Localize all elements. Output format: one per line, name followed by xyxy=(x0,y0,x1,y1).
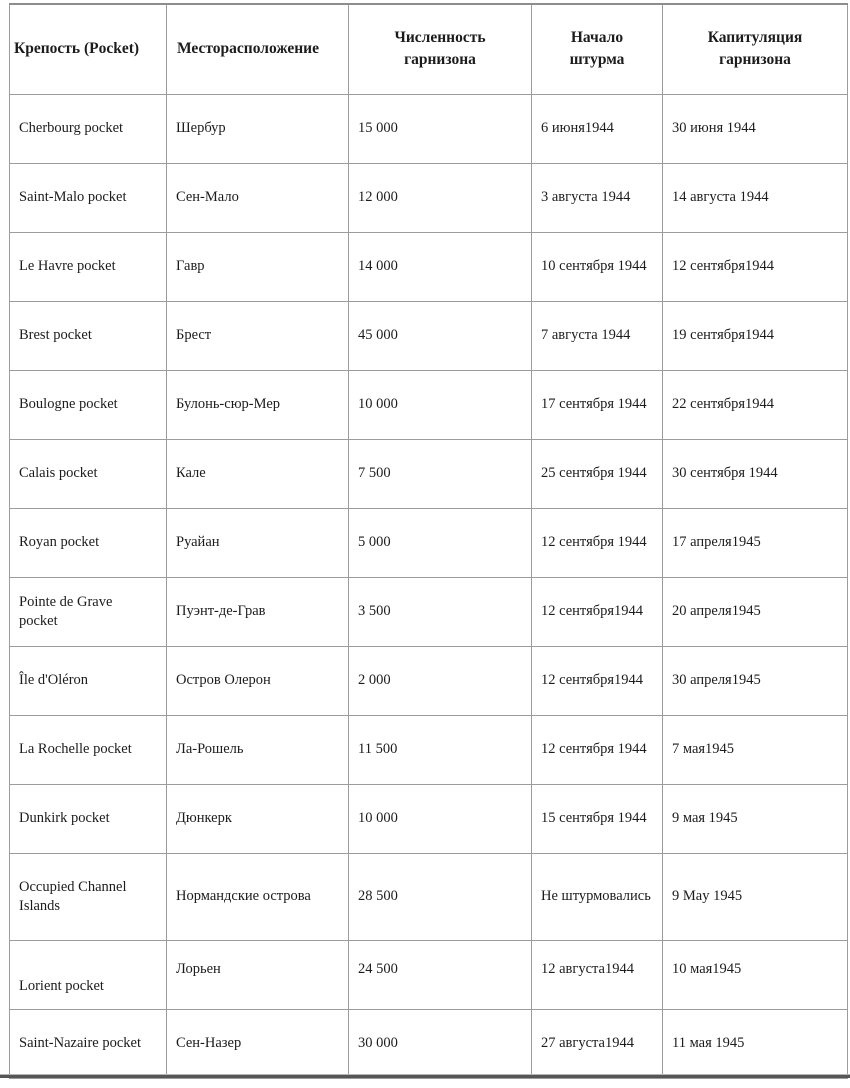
cell-location xyxy=(167,232,349,301)
table-row xyxy=(10,94,848,163)
cell-capitulation-text: 19 сентября1944 xyxy=(672,327,775,343)
cell-assault-text: 7 августа 1944 xyxy=(541,327,631,343)
cell-garrison-size xyxy=(349,163,532,232)
cell-location xyxy=(167,163,349,232)
cell-garrison-size xyxy=(349,232,532,301)
table-row xyxy=(10,370,848,439)
cell-capitulation-text: 20 апреля1945 xyxy=(672,603,761,619)
cell-location-text: Остров Олерон xyxy=(176,672,271,688)
cell-garrison-text: 10 000 xyxy=(358,396,398,412)
table-row xyxy=(10,646,848,715)
cell-garrison-size xyxy=(349,784,532,853)
pocket-fortresses-table xyxy=(9,3,848,1079)
cell-fortress-text: Pointe de Grave pocket xyxy=(19,593,113,629)
cell-capitulation xyxy=(663,301,848,370)
cell-fortress-text: Le Havre pocket xyxy=(19,258,116,274)
cell-garrison-text: 28 500 xyxy=(358,888,398,904)
cell-garrison-size xyxy=(349,853,532,940)
cell-capitulation xyxy=(663,163,848,232)
table-row xyxy=(10,784,848,853)
header-assault-line2: штурма xyxy=(569,51,625,69)
header-location xyxy=(167,4,349,94)
cell-assault-start xyxy=(532,940,663,1009)
cell-garrison-size xyxy=(349,1009,532,1078)
cell-assault-start xyxy=(532,1009,663,1078)
header-capitulation-line1: Капитуляция xyxy=(707,29,803,47)
cell-garrison-size xyxy=(349,508,532,577)
cell-fortress xyxy=(10,94,167,163)
cell-capitulation xyxy=(663,853,848,940)
cell-location-text: Кале xyxy=(176,465,206,481)
table-row xyxy=(10,1009,848,1078)
cell-capitulation xyxy=(663,1009,848,1078)
cell-garrison-text: 11 500 xyxy=(358,741,398,757)
cell-location xyxy=(167,715,349,784)
cell-fortress-text: Boulogne pocket xyxy=(19,396,118,412)
cell-location xyxy=(167,646,349,715)
cell-assault-text: Не штурмовались xyxy=(541,888,651,904)
cell-fortress-text: La Rochelle pocket xyxy=(19,741,132,757)
cell-location xyxy=(167,508,349,577)
cell-assault-text: 12 сентября 1944 xyxy=(541,741,647,757)
cell-assault-start xyxy=(532,439,663,508)
cell-fortress xyxy=(10,577,167,646)
cell-assault-text: 15 сентября 1944 xyxy=(541,810,647,826)
header-assault-start xyxy=(532,4,663,94)
cell-garrison-text: 10 000 xyxy=(358,810,398,826)
cell-location xyxy=(167,301,349,370)
cell-assault-start xyxy=(532,577,663,646)
cell-assault-text: 12 августа1944 xyxy=(541,961,634,977)
cell-garrison-size xyxy=(349,439,532,508)
header-garrison-line1: Численность xyxy=(394,29,486,47)
cell-location xyxy=(167,1009,349,1078)
cell-fortress-text: Île d'Oléron xyxy=(19,672,89,688)
cell-location-text: Пуэнт-де-Грав xyxy=(176,603,266,619)
cell-assault-start xyxy=(532,370,663,439)
cell-garrison-text: 14 000 xyxy=(358,258,398,274)
cell-fortress xyxy=(10,715,167,784)
cell-assault-text: 6 июня1944 xyxy=(541,120,614,136)
cell-fortress xyxy=(10,853,167,940)
cell-location-text: Брест xyxy=(176,327,212,343)
cell-garrison-size xyxy=(349,715,532,784)
cell-assault-start xyxy=(532,163,663,232)
cell-assault-text: 25 сентября 1944 xyxy=(541,465,647,481)
cell-capitulation-text: 9 мая 1945 xyxy=(672,810,738,826)
cell-location-text: Гавр xyxy=(176,258,205,274)
cell-capitulation xyxy=(663,784,848,853)
cell-capitulation xyxy=(663,508,848,577)
cell-fortress-text: Royan pocket xyxy=(19,534,100,550)
cell-assault-text: 12 сентября 1944 xyxy=(541,534,647,550)
cell-garrison-size xyxy=(349,940,532,1009)
table-row xyxy=(10,940,848,1009)
cell-assault-start xyxy=(532,301,663,370)
page-bottom-rule xyxy=(0,1074,850,1078)
cell-garrison-text: 2 000 xyxy=(358,672,391,688)
cell-location xyxy=(167,94,349,163)
cell-garrison-text: 45 000 xyxy=(358,327,398,343)
cell-capitulation xyxy=(663,439,848,508)
cell-assault-start xyxy=(532,94,663,163)
header-assault-line1: Начало xyxy=(570,29,624,47)
cell-fortress-text: Saint-Malo pocket xyxy=(19,189,127,205)
cell-capitulation-text: 30 июня 1944 xyxy=(672,120,756,136)
cell-assault-text: 12 сентября1944 xyxy=(541,603,644,619)
table-row xyxy=(10,508,848,577)
cell-fortress-text: Occupied Channel Islands xyxy=(19,878,127,914)
cell-garrison-text: 15 000 xyxy=(358,120,398,136)
header-fortress-line1: Крепость (Pocket) xyxy=(14,40,140,58)
cell-location xyxy=(167,577,349,646)
cell-garrison-text: 12 000 xyxy=(358,189,398,205)
cell-location xyxy=(167,940,349,1009)
cell-assault-text: 3 августа 1944 xyxy=(541,189,631,205)
cell-garrison-size xyxy=(349,577,532,646)
cell-fortress-text: Saint-Nazaire pocket xyxy=(19,1035,141,1051)
header-capitulation-line2: гарнизона xyxy=(719,51,791,69)
table-row xyxy=(10,577,848,646)
cell-location-text: Ла-Рошель xyxy=(176,741,244,757)
cell-fortress xyxy=(10,784,167,853)
cell-capitulation-text: 12 сентября1944 xyxy=(672,258,775,274)
cell-garrison-size xyxy=(349,646,532,715)
cell-assault-start xyxy=(532,715,663,784)
table-row xyxy=(10,301,848,370)
header-location-line1: Месторасположение xyxy=(177,40,319,58)
cell-capitulation-text: 11 мая 1945 xyxy=(672,1035,745,1051)
cell-capitulation-text: 9 May 1945 xyxy=(672,888,743,904)
cell-fortress-text: Brest pocket xyxy=(19,327,92,343)
cell-assault-text: 10 сентября 1944 xyxy=(541,258,647,274)
cell-assault-start xyxy=(532,853,663,940)
cell-fortress xyxy=(10,163,167,232)
cell-capitulation-text: 30 сентября 1944 xyxy=(672,465,778,481)
cell-assault-text: 27 августа1944 xyxy=(541,1035,634,1051)
cell-capitulation xyxy=(663,715,848,784)
cell-location-text: Лорьен xyxy=(176,961,221,977)
cell-garrison-text: 30 000 xyxy=(358,1035,398,1051)
cell-capitulation xyxy=(663,94,848,163)
cell-garrison-size xyxy=(349,94,532,163)
cell-capitulation xyxy=(663,577,848,646)
cell-assault-start xyxy=(532,646,663,715)
cell-fortress-text: Lorient pocket xyxy=(19,978,104,994)
cell-garrison-text: 7 500 xyxy=(358,465,391,481)
cell-location-text: Сен-Мало xyxy=(176,189,239,205)
cell-garrison-text: 3 500 xyxy=(358,603,391,619)
table-row xyxy=(10,439,848,508)
header-garrison-size xyxy=(349,4,532,94)
cell-location-text: Булонь-сюр-Мер xyxy=(176,396,280,412)
cell-location-text: Сен-Назер xyxy=(176,1035,242,1051)
cell-location-text: Шербур xyxy=(176,120,226,136)
cell-capitulation-text: 14 августа 1944 xyxy=(672,189,769,205)
table-row xyxy=(10,715,848,784)
cell-fortress xyxy=(10,439,167,508)
cell-fortress xyxy=(10,370,167,439)
cell-assault-start xyxy=(532,508,663,577)
cell-fortress-text: Calais pocket xyxy=(19,465,98,481)
table-header xyxy=(10,4,848,94)
header-row xyxy=(10,4,848,94)
header-garrison-line2: гарнизона xyxy=(404,51,476,69)
cell-assault-start xyxy=(532,784,663,853)
cell-fortress xyxy=(10,301,167,370)
header-capitulation xyxy=(663,4,848,94)
cell-assault-text: 17 сентября 1944 xyxy=(541,396,647,412)
cell-garrison-size xyxy=(349,370,532,439)
cell-capitulation-text: 17 апреля1945 xyxy=(672,534,761,550)
cell-fortress xyxy=(10,508,167,577)
cell-capitulation xyxy=(663,232,848,301)
header-fortress xyxy=(10,4,167,94)
cell-capitulation-text: 7 мая1945 xyxy=(672,741,735,757)
cell-garrison-text: 24 500 xyxy=(358,961,398,977)
cell-fortress-text: Dunkirk pocket xyxy=(19,810,110,826)
cell-capitulation-text: 10 мая1945 xyxy=(672,961,742,977)
cell-location xyxy=(167,784,349,853)
cell-assault-start xyxy=(532,232,663,301)
cell-garrison-size xyxy=(349,301,532,370)
cell-location xyxy=(167,439,349,508)
table-row xyxy=(10,163,848,232)
cell-location xyxy=(167,370,349,439)
cell-assault-text: 12 сентября1944 xyxy=(541,672,644,688)
cell-location-text: Нормандские острова xyxy=(176,888,311,904)
cell-location xyxy=(167,853,349,940)
cell-capitulation-text: 30 апреля1945 xyxy=(672,672,761,688)
cell-fortress xyxy=(10,940,167,1009)
table-body xyxy=(10,94,848,1078)
cell-capitulation-text: 22 сентября1944 xyxy=(672,396,775,412)
cell-fortress xyxy=(10,646,167,715)
cell-garrison-text: 5 000 xyxy=(358,534,391,550)
cell-location-text: Руайан xyxy=(176,534,220,550)
cell-capitulation xyxy=(663,370,848,439)
table-row xyxy=(10,232,848,301)
cell-location-text: Дюнкерк xyxy=(176,810,232,826)
cell-fortress xyxy=(10,232,167,301)
cell-capitulation xyxy=(663,646,848,715)
cell-fortress-text: Cherbourg pocket xyxy=(19,120,124,136)
cell-fortress xyxy=(10,1009,167,1078)
cell-capitulation xyxy=(663,940,848,1009)
table-row xyxy=(10,853,848,940)
